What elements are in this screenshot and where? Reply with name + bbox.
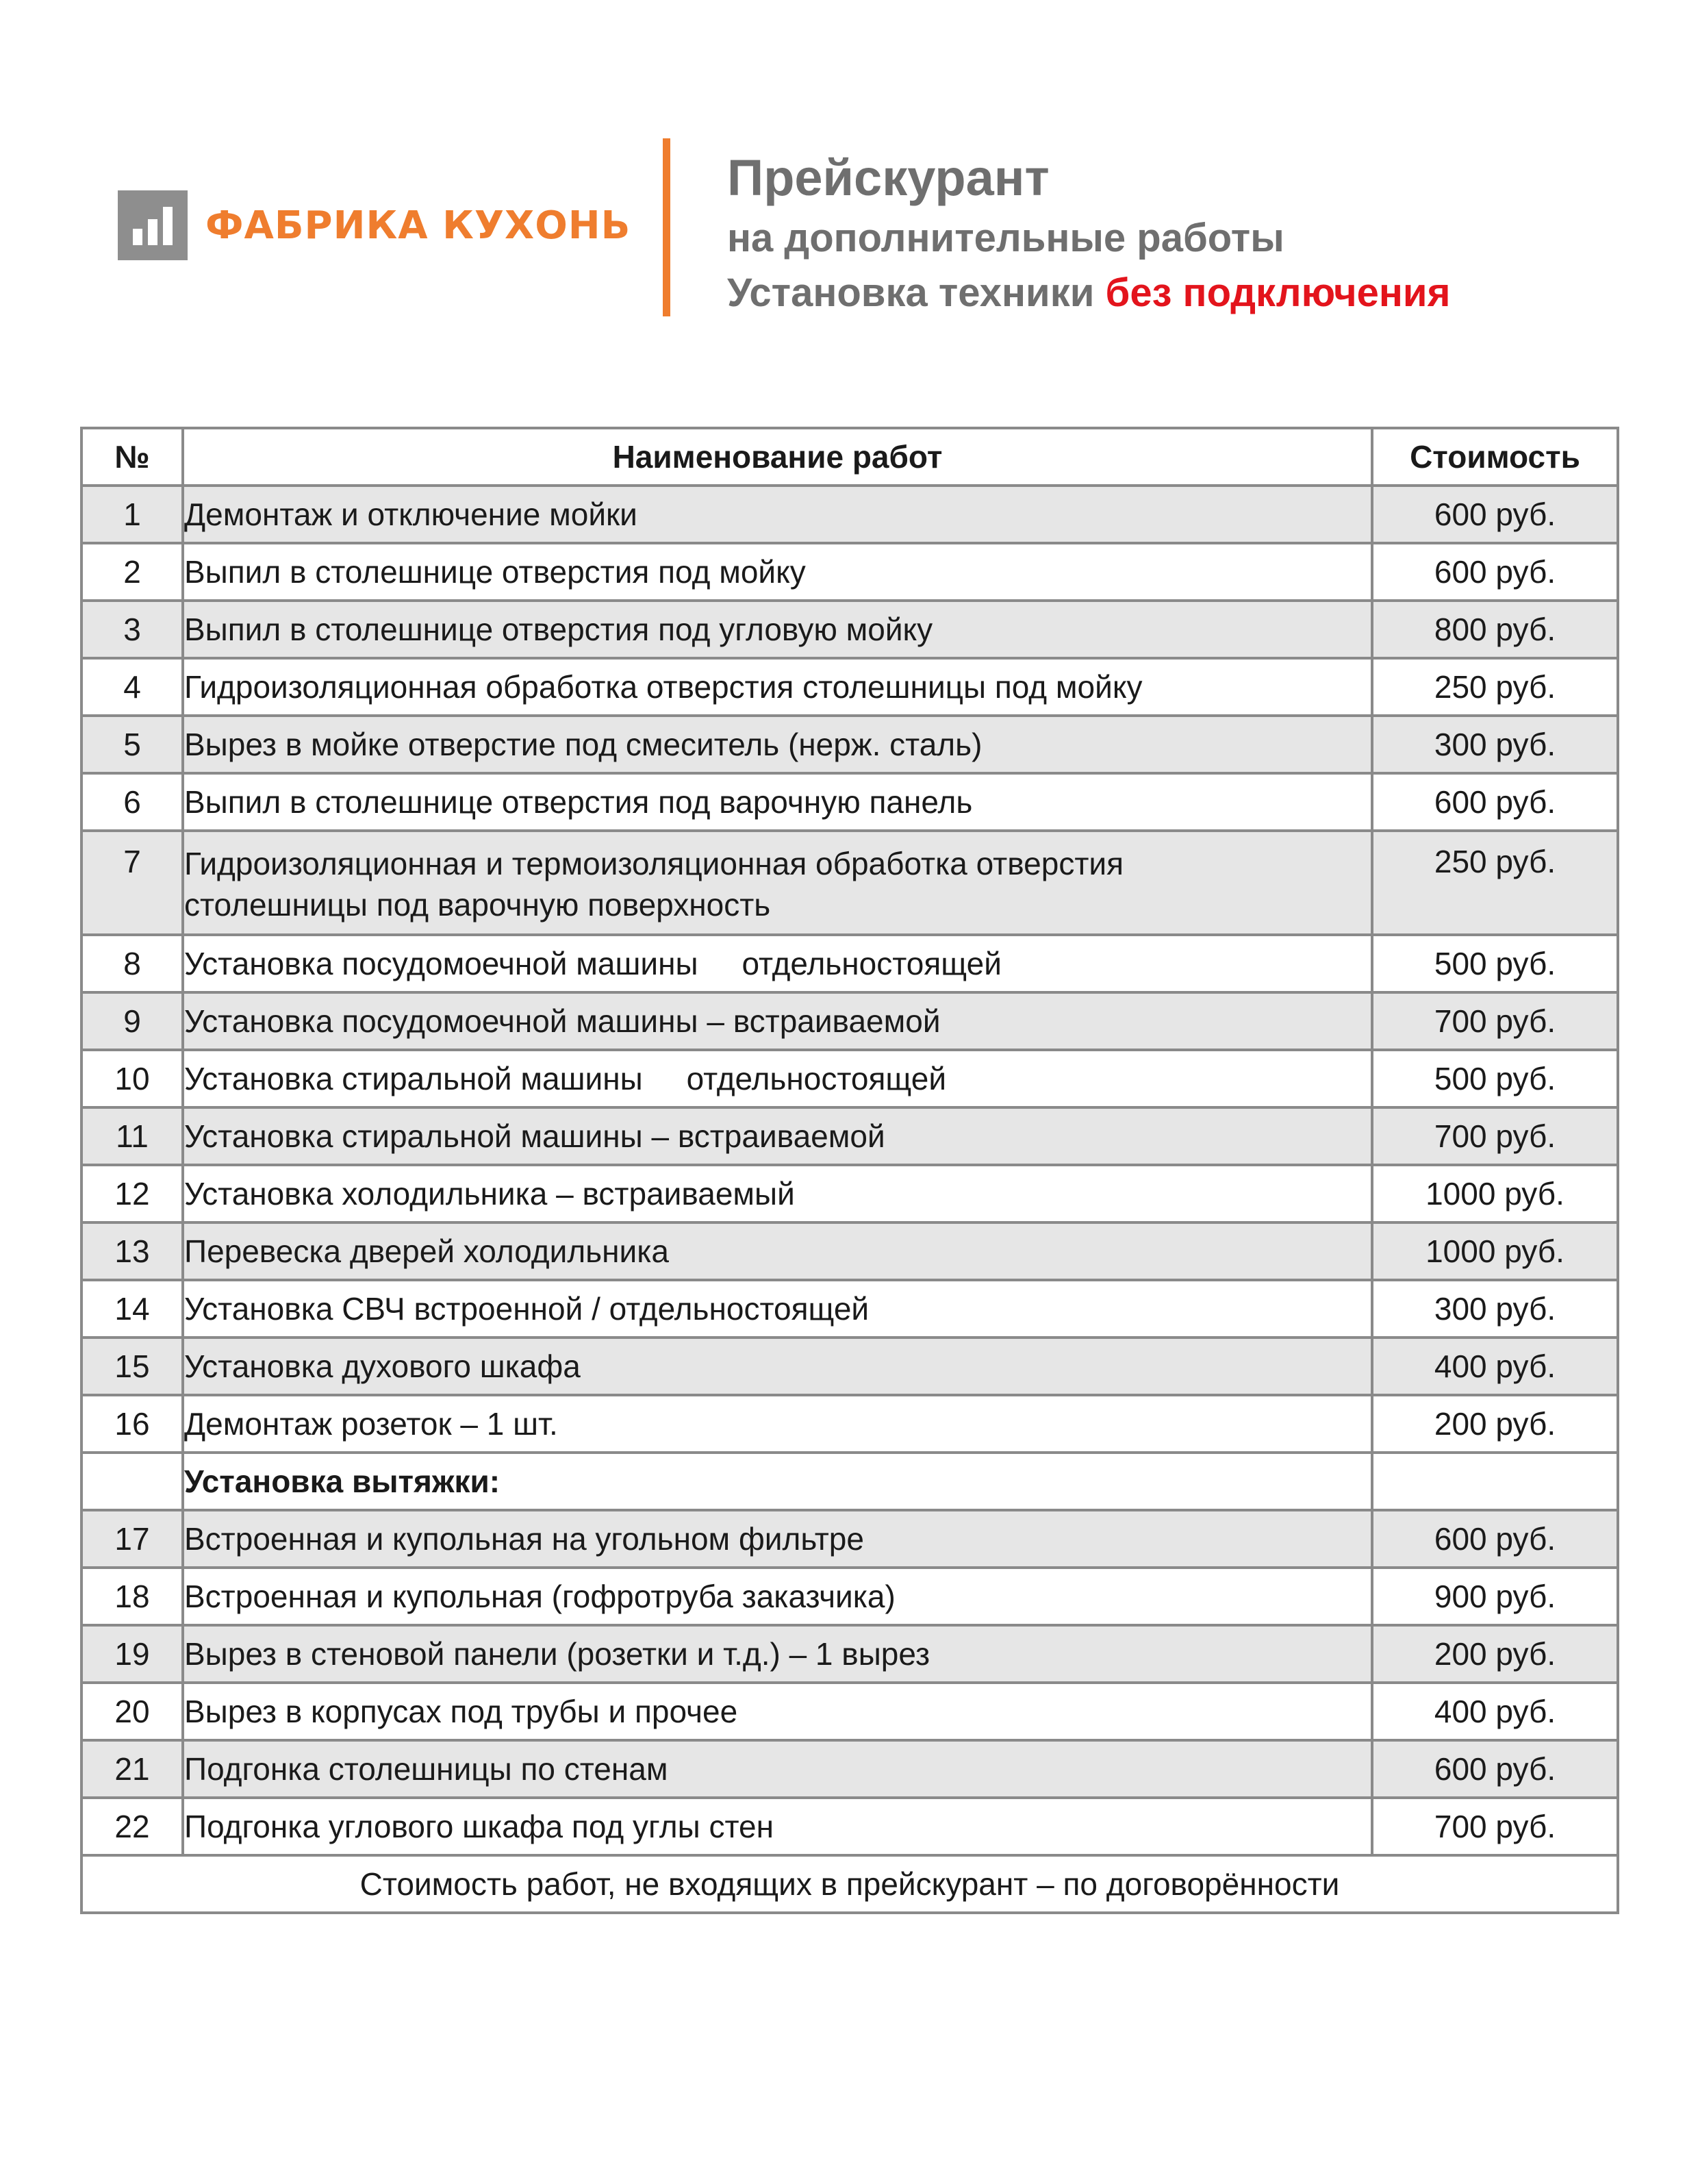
row-name: Встроенная и купольная (гофротруба заказчика) (183, 1568, 1372, 1625)
row-num: 22 (81, 1798, 183, 1855)
row-name-line: столешницы под варочную поверхность (184, 887, 771, 922)
row-num: 21 (81, 1740, 183, 1798)
row-name: Демонтаж розеток – 1 шт. (183, 1395, 1372, 1453)
row-name: Установка стиральной машины отдельностоящей (183, 1050, 1372, 1107)
table-row (81, 1798, 1618, 1855)
row-cost: 700 руб. (1372, 1107, 1618, 1165)
table-row (81, 543, 1618, 601)
row-name: Установка духового шкафа (183, 1338, 1372, 1395)
row-cost: 700 руб. (1372, 1798, 1618, 1855)
row-cost: 250 руб. (1372, 831, 1618, 935)
row-name-line: Гидроизоляционная и термоизоляционная обработка отверстия (184, 846, 1124, 881)
row-num (81, 1453, 183, 1510)
footnote-row (81, 1855, 1618, 1913)
row-num: 16 (81, 1395, 183, 1453)
row-cost: 600 руб. (1372, 773, 1618, 831)
table-row (81, 601, 1618, 658)
table-row (81, 1740, 1618, 1798)
section-title: Установка вытяжки: (183, 1453, 1372, 1510)
company-logo (118, 190, 631, 260)
row-name: Подгонка столешницы по стенам (183, 1740, 1372, 1798)
table-row (81, 1395, 1618, 1453)
row-num: 10 (81, 1050, 183, 1107)
row-cost (1372, 1453, 1618, 1510)
row-name: Установка стиральной машины – встраиваемой (183, 1107, 1372, 1165)
row-cost: 400 руб. (1372, 1338, 1618, 1395)
row-cost: 600 руб. (1372, 1740, 1618, 1798)
row-cost: 200 руб. (1372, 1625, 1618, 1683)
row-num: 2 (81, 543, 183, 601)
row-name: Установка посудомоечной машины отдельностоящей (183, 935, 1372, 992)
row-cost: 600 руб. (1372, 1510, 1618, 1568)
table-row (81, 1165, 1618, 1222)
row-name: Гидроизоляционная обработка отверстия столешницы под мойку (183, 658, 1372, 716)
row-cost: 600 руб. (1372, 543, 1618, 601)
row-name: Установка СВЧ встроенной / отдельностоящей (183, 1280, 1372, 1338)
table-row (81, 1280, 1618, 1338)
row-cost: 300 руб. (1372, 716, 1618, 773)
header-cost: Стоимость (1372, 428, 1618, 486)
page-subtitle-2 (727, 266, 1450, 321)
table-row (81, 935, 1618, 992)
row-num: 20 (81, 1683, 183, 1740)
row-cost: 250 руб. (1372, 658, 1618, 716)
row-cost: 1000 руб. (1372, 1222, 1618, 1280)
row-name: Демонтаж и отключение мойки (183, 486, 1372, 543)
row-num: 12 (81, 1165, 183, 1222)
row-cost: 400 руб. (1372, 1683, 1618, 1740)
row-name (183, 831, 1372, 935)
row-cost: 1000 руб. (1372, 1165, 1618, 1222)
table-row (81, 658, 1618, 716)
bar-chart-icon (118, 190, 188, 260)
table-row (81, 1568, 1618, 1625)
footnote: Стоимость работ, не входящих в прейскурант – по договорённости (81, 1855, 1618, 1913)
page-title: Прейскурант (727, 149, 1050, 206)
logo-text: ФАБРИКА КУХОНЬ (205, 203, 631, 248)
row-num: 5 (81, 716, 183, 773)
table-row (81, 1625, 1618, 1683)
row-num: 18 (81, 1568, 183, 1625)
row-name: Вырез в корпусах под трубы и прочее (183, 1683, 1372, 1740)
row-name: Встроенная и купольная на угольном фильтре (183, 1510, 1372, 1568)
table-row (81, 1107, 1618, 1165)
row-name: Вырез в стеновой панели (розетки и т.д.) – 1 вырез (183, 1625, 1372, 1683)
table-header-row (81, 428, 1618, 486)
row-num: 17 (81, 1510, 183, 1568)
row-num: 19 (81, 1625, 183, 1683)
row-num: 7 (81, 831, 183, 935)
row-cost: 900 руб. (1372, 1568, 1618, 1625)
row-name: Установка посудомоечной машины – встраиваемой (183, 992, 1372, 1050)
table-row (81, 716, 1618, 773)
row-cost: 800 руб. (1372, 601, 1618, 658)
price-table (80, 427, 1619, 1914)
row-num: 11 (81, 1107, 183, 1165)
row-num: 3 (81, 601, 183, 658)
row-name: Вырез в мойке отверстие под смеситель (нерж. сталь) (183, 716, 1372, 773)
table-row (81, 992, 1618, 1050)
header-name: Наименование работ (183, 428, 1372, 486)
header-num: № (81, 428, 183, 486)
row-cost: 500 руб. (1372, 1050, 1618, 1107)
section-row (81, 1453, 1618, 1510)
row-name: Выпил в столешнице отверстия под угловую мойку (183, 601, 1372, 658)
subtitle-text: Установка техники (727, 271, 1106, 315)
subtitle-highlight: без подключения (1105, 271, 1451, 315)
table-row (81, 773, 1618, 831)
row-num: 4 (81, 658, 183, 716)
row-name: Выпил в столешнице отверстия под мойку (183, 543, 1372, 601)
row-name: Установка холодильника – встраиваемый (183, 1165, 1372, 1222)
row-num: 6 (81, 773, 183, 831)
row-num: 8 (81, 935, 183, 992)
page-heading (727, 145, 1450, 321)
table-row (81, 1683, 1618, 1740)
page-subtitle: на дополнительные работы (727, 216, 1284, 260)
row-cost: 200 руб. (1372, 1395, 1618, 1453)
table-row (81, 1338, 1618, 1395)
row-num: 14 (81, 1280, 183, 1338)
row-name: Подгонка углового шкафа под углы стен (183, 1798, 1372, 1855)
row-num: 13 (81, 1222, 183, 1280)
row-cost: 300 руб. (1372, 1280, 1618, 1338)
row-num: 15 (81, 1338, 183, 1395)
row-num: 9 (81, 992, 183, 1050)
table-row (81, 1050, 1618, 1107)
row-cost: 600 руб. (1372, 486, 1618, 543)
table-row (81, 486, 1618, 543)
row-name: Выпил в столешнице отверстия под варочную панель (183, 773, 1372, 831)
row-cost: 500 руб. (1372, 935, 1618, 992)
table-row (81, 831, 1618, 935)
table-row (81, 1510, 1618, 1568)
row-cost: 700 руб. (1372, 992, 1618, 1050)
row-num: 1 (81, 486, 183, 543)
row-name: Перевеска дверей холодильника (183, 1222, 1372, 1280)
table-row (81, 1222, 1618, 1280)
header-divider (663, 138, 670, 316)
